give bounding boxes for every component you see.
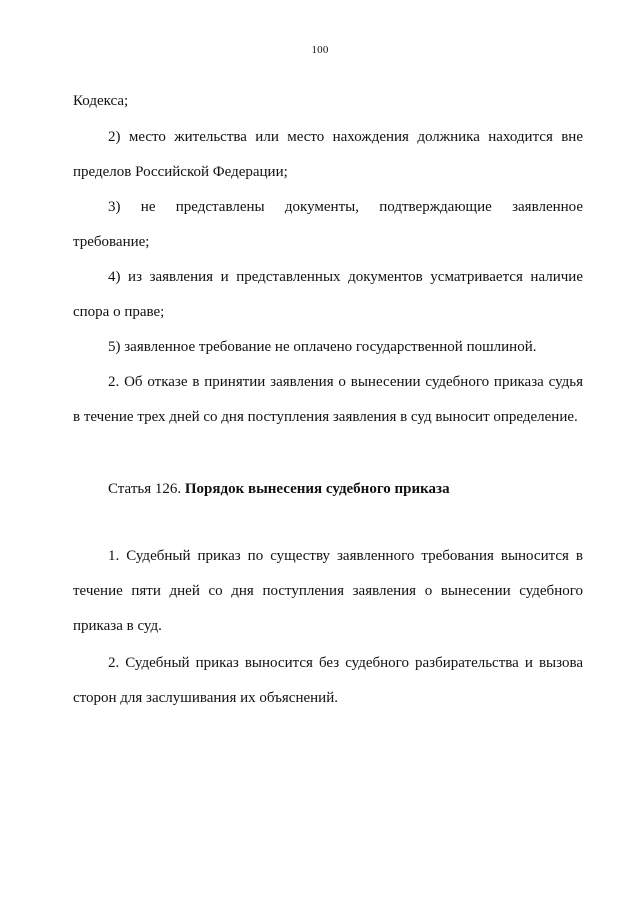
text-line: 3) не представлены документы, подтверждающие заявленное xyxy=(108,199,583,215)
text-line: 2. Судебный приказ выносится без судебного разбирательства и вызова xyxy=(108,655,583,671)
text-line: течение пяти дней со дня поступления заявления о вынесении судебного xyxy=(73,583,583,599)
text-line: 4) из заявления и представленных документов усматривается наличие xyxy=(108,269,583,285)
text-line: пределов Российской Федерации; xyxy=(73,164,288,180)
text-line: спора о праве; xyxy=(73,304,165,320)
article-label: Статья 126. xyxy=(108,481,182,497)
text-line: сторон для заслушивания их объяснений. xyxy=(73,690,338,706)
page-number: 100 xyxy=(311,44,329,56)
article-heading xyxy=(108,480,450,498)
text-line: Кодекса; xyxy=(73,93,129,109)
text-line: 5) заявленное требование не оплачено государственной пошлиной. xyxy=(108,339,537,355)
text-line: приказа в суд. xyxy=(73,618,162,634)
text-line: 2) место жительства или место нахождения должника находится вне xyxy=(108,129,583,145)
text-line: требование; xyxy=(73,234,150,250)
text-line: 2. Об отказе в принятии заявления о вынесении судебного приказа судья xyxy=(108,374,583,390)
article-title: Порядок вынесения судебного приказа xyxy=(184,481,450,497)
text-line: в течение трех дней со дня поступления заявления в суд выносит определение. xyxy=(73,409,578,425)
text-line: 1. Судебный приказ по существу заявленного требования выносится в xyxy=(108,548,583,564)
